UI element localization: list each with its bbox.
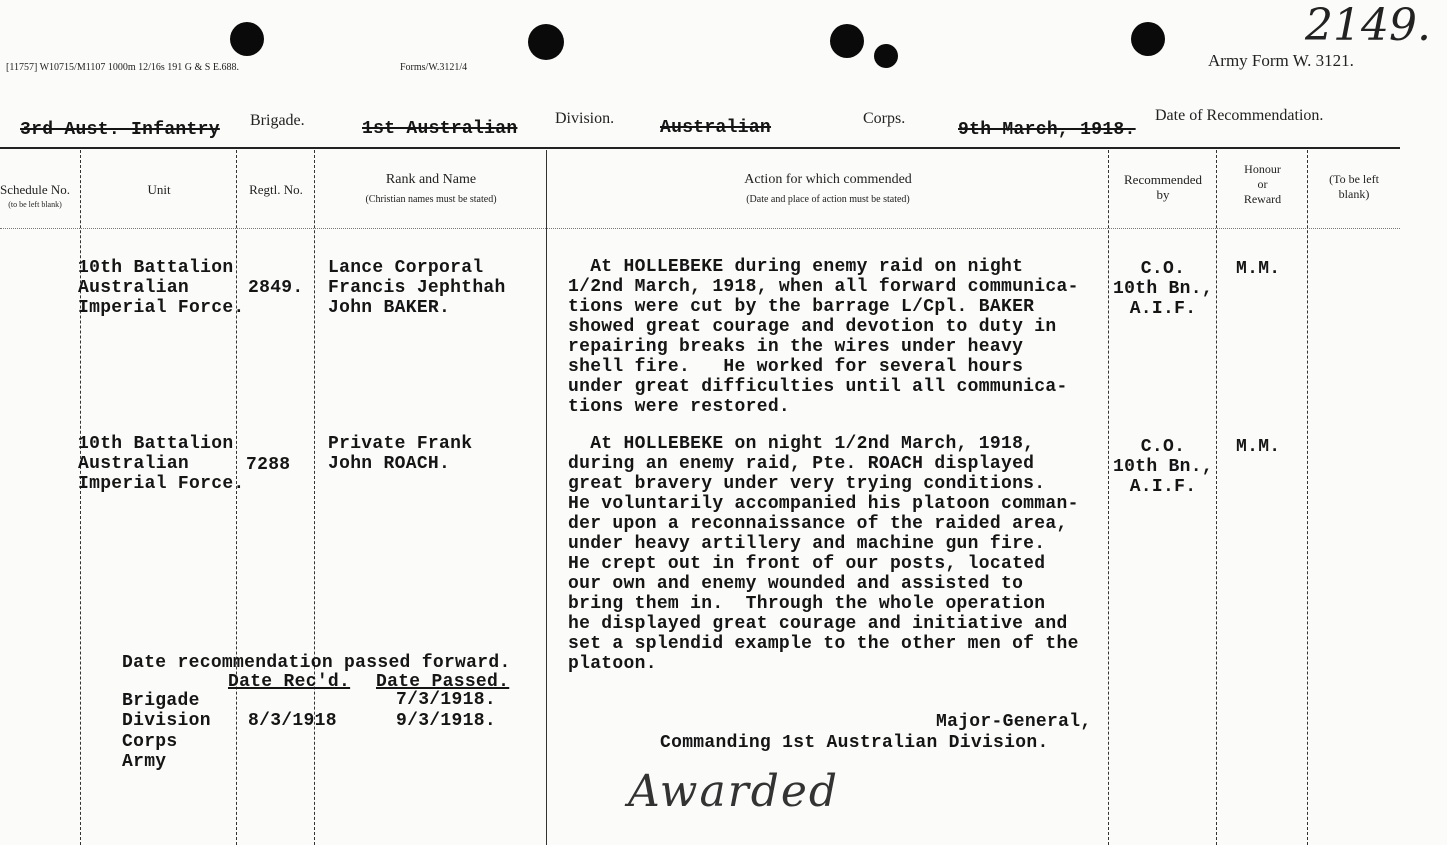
entry-2-reward: M.M. [1236, 437, 1281, 457]
action-label: Action for which commended [744, 172, 912, 187]
entry-2-action: At HOLLEBEKE on night 1/2nd March, 1918, during an enemy raid, Pte. ROACH displayed great bravery under very trying conditions. He voluntarily accompanied his platoon comman- der upon a reconnaissance of the raided area, under heavy artillery and machine gun fire. He crept out in front of our posts, located our own and enemy wounded and assisted to bring them in. Through the whole operation he displayed great courage and initiative and set a splendid example to the other men of the platoon. [568, 434, 1079, 674]
column-header-rank-name [316, 172, 546, 207]
column-header-schedule [0, 182, 80, 212]
level-corps: Corps [122, 732, 178, 752]
date-received-header: Date Rec'd. [228, 672, 351, 692]
rank-name-label: Rank and Name [385, 172, 477, 187]
schedule-label: Schedule No. [0, 182, 71, 197]
entry-1-regtl-no: 2849. [248, 278, 304, 298]
action-sublabel: (Date and place of action must be stated) [746, 194, 910, 205]
date-label: Date of Recommendation. [1155, 107, 1324, 124]
corps-value: Australian [660, 118, 772, 138]
handwritten-awarded: Awarded [628, 766, 840, 817]
brigade-value: 3rd Aust. Infantry [20, 120, 220, 140]
entry-2-unit: 10th Battalion Australian Imperial Force. [78, 434, 245, 494]
division-value: 1st Australian [362, 119, 518, 139]
column-divider [80, 150, 81, 845]
column-divider [1108, 150, 1109, 845]
entry-1-recommended-by: C.O. 10th Bn., A.I.F. [1113, 259, 1213, 319]
entry-2-rank-name: Private Frank John ROACH. [328, 434, 473, 474]
column-header-blank: (To be left blank) [1329, 172, 1379, 201]
brigade-label: Brigade. [250, 112, 305, 129]
entry-2-recommended-by: C.O. 10th Bn., A.I.F. [1113, 437, 1213, 497]
rank-name-sublabel: (Christian names must be stated) [365, 194, 497, 205]
column-header-recommended: Recommended by [1124, 172, 1202, 202]
column-header-action [548, 172, 1108, 207]
column-divider [1216, 150, 1217, 845]
entry-1-reward: M.M. [1236, 259, 1281, 279]
schedule-sublabel: (to be left blank) [8, 200, 62, 209]
entry-1-rank-name: Lance Corporal Francis Jephthah John BAKER. [328, 258, 506, 318]
date-passed-header: Date Passed. [376, 672, 510, 692]
brigade-passed: 7/3/1918. [396, 690, 496, 710]
army-form-number: Army Form W. 3121. [1208, 51, 1354, 70]
punch-hole [230, 22, 264, 56]
column-header-unit: Unit [147, 182, 171, 197]
passed-forward-title: Date recommendation passed forward. [122, 653, 511, 673]
punch-hole [874, 44, 898, 68]
handwritten-reference: 2149. [1305, 0, 1431, 51]
header-bottom-rule [0, 228, 1400, 229]
level-brigade: Brigade [122, 691, 200, 711]
date-value: 9th March, 1918. [958, 120, 1136, 140]
entry-1-unit: 10th Battalion Australian Imperial Force. [78, 258, 245, 318]
column-divider [1307, 150, 1308, 845]
entry-2-regtl-no: 7288 [246, 455, 291, 475]
corps-label: Corps. [863, 110, 906, 127]
column-divider [236, 150, 237, 845]
punch-hole [830, 24, 864, 58]
level-army: Army [122, 752, 167, 772]
division-label: Division. [555, 110, 615, 127]
division-received: 8/3/1918 [248, 711, 337, 731]
entry-1-action: At HOLLEBEKE during enemy raid on night 1/2nd March, 1918, when all forward communica- tions were cut by the barrage L/Cpl. BAKER showed great courage and devotion to duty in repairing breaks in the wires under heavy shell fire. He worked for several hours under great difficulties until all communica- tions were restored. [568, 257, 1079, 417]
signature-title: Commanding 1st Australian Division. [660, 733, 1049, 753]
punch-hole [1131, 22, 1165, 56]
column-header-honour: Honour or Reward [1243, 162, 1282, 206]
table-top-rule [0, 147, 1400, 149]
column-header-regtl: Regtl. No. [249, 182, 303, 197]
division-passed: 9/3/1918. [396, 711, 496, 731]
signature-rank: Major-General, [936, 712, 1092, 732]
column-divider [314, 150, 315, 845]
punch-hole [528, 24, 564, 60]
level-division: Division [122, 711, 211, 731]
print-reference: [11757] W10715/M1107 1000m 12/16s 191 G & S E.688. [6, 62, 239, 73]
column-divider [546, 150, 547, 845]
forms-reference: Forms/W.3121/4 [400, 62, 468, 73]
